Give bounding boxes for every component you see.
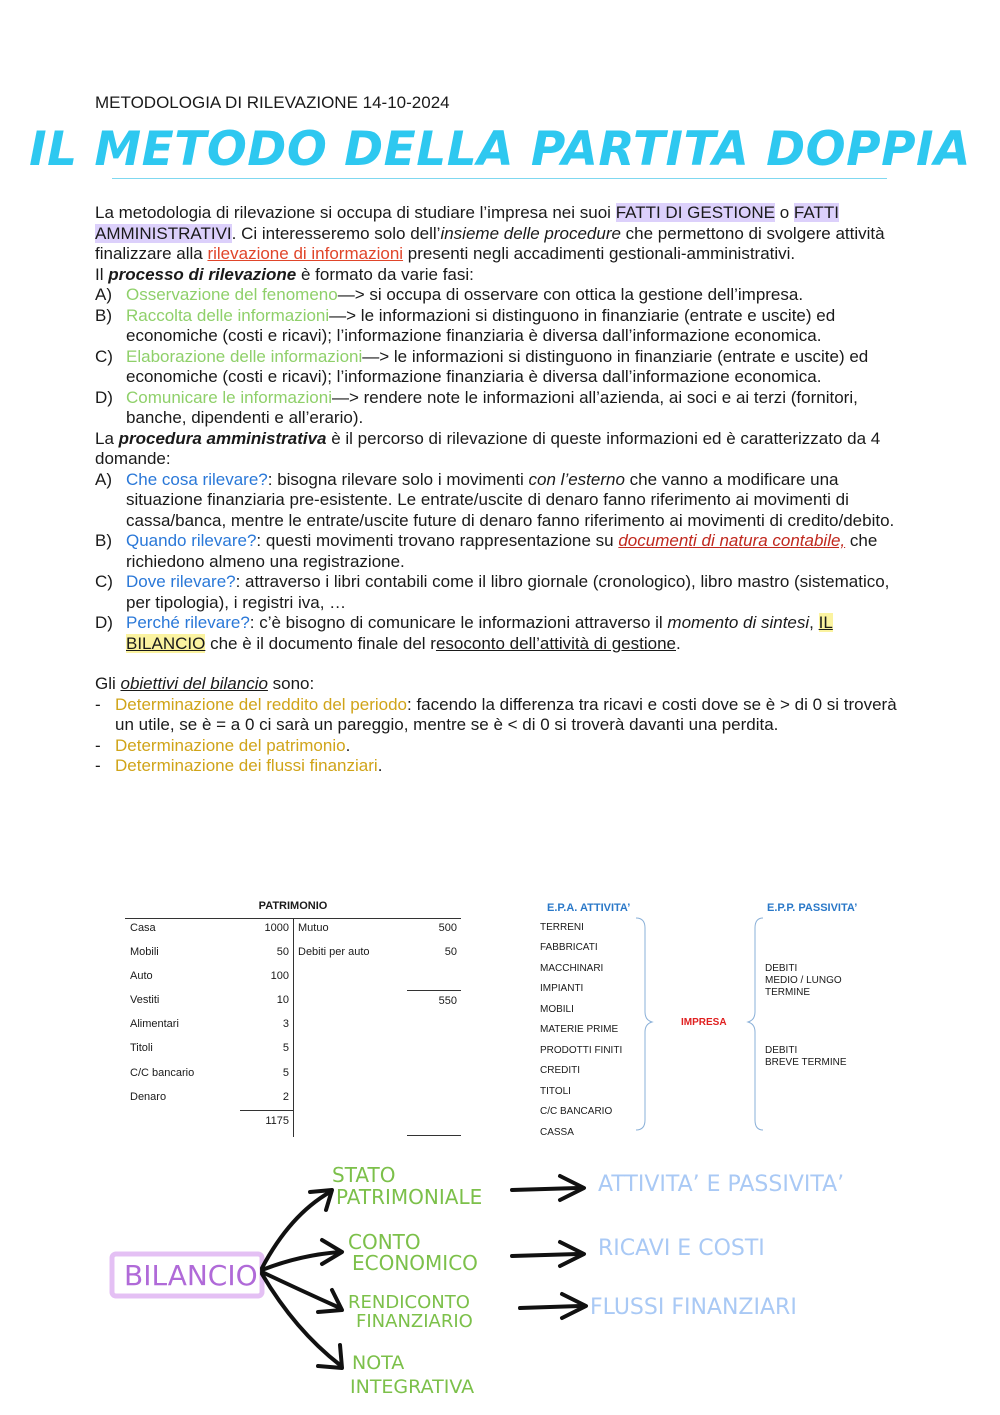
branch-rendiconto-line1: RENDICONTO: [348, 1292, 470, 1313]
text: .: [345, 735, 351, 755]
branch-conto-line1: CONTO: [348, 1230, 421, 1254]
branch-rendiconto-line2: FINANZIARIO: [356, 1311, 473, 1332]
attivo-name: Alimentari: [130, 1018, 179, 1030]
epa-item: CREDITI: [540, 1065, 580, 1076]
text: : c’è bisogno di comunicare le informazioni attraverso il: [249, 613, 668, 632]
attivo-name: Casa: [130, 922, 156, 934]
text-underlined: esoconto dell’attività di gestione: [435, 633, 676, 653]
text: che richiedono almeno una registrazione.: [126, 531, 878, 571]
list-marker: A): [95, 285, 112, 304]
obiettivo-label: Determinazione dei flussi finanziari: [115, 756, 378, 775]
fase-text: —> le informazioni si distinguono in finanziarie (entrate e uscite) ed economiche (costi e ricavi); l’informazione finanziaria è diversa dall’informazione economica.: [126, 346, 869, 386]
epa-item: MOBILI: [540, 1004, 574, 1015]
list-marker: -: [95, 735, 101, 755]
text: La metodologia di rilevazione si occupa di studiare l’impresa nei suoi: [95, 203, 616, 222]
bilancio-label: BILANCIO: [124, 1259, 258, 1292]
epa-item: FABBRICATI: [540, 942, 598, 953]
fase-text: —> le informazioni si distinguono in finanziarie (entrate e uscite) ed economiche (costi e ricavi); l’informazione finanziaria è diversa dall’informazione economica.: [126, 305, 836, 345]
attivo-value: 1000: [264, 922, 289, 934]
text: o: [775, 203, 794, 222]
passivo-value: 500: [438, 922, 457, 934]
text: : facendo la differenza tra ricavi e costi dove se è > di 0 si troverà un utile, se è = a 0 ci sarà un pareggio, mentre se è < di 0 si troverà davanti una perdita.: [115, 694, 897, 734]
epa-item: TITOLI: [540, 1086, 571, 1097]
fase-label: Osservazione del fenomeno: [126, 285, 338, 304]
text: .: [377, 756, 383, 775]
text-italic: con l’esterno: [528, 469, 625, 489]
passivo-value: 50: [444, 946, 457, 958]
impresa-label: IMPRESA: [681, 1017, 727, 1028]
attivo-total: 1175: [265, 1115, 289, 1127]
result-flussi-finanziari: FLUSSI FINANZIARI: [590, 1295, 797, 1320]
epa-item: MACCHINARI: [540, 963, 604, 974]
epp-item: TERMINE: [765, 987, 810, 998]
text: presenti negli accadimenti gestionali-amministrativi.: [403, 244, 796, 263]
passivo-name: Mutuo: [298, 922, 329, 934]
text-italic: insieme delle procedure: [440, 223, 621, 243]
attivo-value: 5: [282, 1042, 289, 1054]
text: sono:: [267, 674, 315, 693]
domanda-label: Che cosa rilevare?: [126, 469, 268, 489]
epa-item: IMPIANTI: [540, 983, 584, 994]
text: è il percorso di rilevazione di queste informazioni ed è caratterizzato da 4 domande:: [95, 428, 881, 468]
list-marker: D): [95, 387, 113, 407]
obiettivi-term: obiettivi del bilancio: [120, 674, 268, 693]
attivo-value: 10: [276, 994, 289, 1006]
obiettivo-label: Determinazione del reddito del periodo: [115, 694, 408, 714]
obiettivo-label: Determinazione del patrimonio: [115, 735, 346, 755]
text: che è il documento finale del r: [205, 633, 436, 653]
attivo-name: Auto: [130, 970, 153, 982]
text: Il: [95, 264, 109, 284]
epp-item: DEBITI: [765, 963, 798, 974]
epa-item: CASSA: [540, 1127, 574, 1138]
fase-label: Elaborazione delle informazioni: [126, 346, 363, 366]
text-italic: momento di sintesi: [667, 613, 810, 632]
patrimonio-title: PATRIMONIO: [258, 900, 328, 912]
text: ,: [809, 613, 819, 632]
domanda-label: Dove rilevare?: [126, 572, 236, 591]
fase-text: —> si occupa di osservare con ottica la gestione dell’impresa.: [337, 285, 804, 304]
attivo-name: C/C bancario: [130, 1067, 195, 1079]
branch-stato-line2: PATRIMONIALE: [336, 1185, 483, 1209]
epp-item: DEBITI: [765, 1045, 798, 1056]
branch-nota-line2: INTEGRATIVA: [350, 1376, 475, 1398]
list-marker: D): [95, 613, 113, 632]
result-attivita-passivita: ATTIVITA’ E PASSIVITA’: [598, 1172, 845, 1197]
fase-label: Raccolta delle informazioni: [126, 305, 330, 325]
text: .: [676, 633, 681, 653]
domanda-label: Perché rilevare?: [126, 613, 250, 632]
list-marker: C): [95, 572, 113, 591]
epa-item: TERRENI: [540, 922, 584, 933]
highlight-fatti-amministrativi: FATTI AMMINISTRATIVI: [95, 203, 839, 243]
fase-label: Comunicare le informazioni: [126, 387, 332, 407]
documenti-natura-contabile-text: documenti di natura contabile,: [618, 531, 846, 550]
passivo-total: 550: [438, 995, 457, 1007]
list-marker: C): [95, 346, 113, 366]
fase-text: —> rendere note le informazioni all’azienda, ai soci e ai terzi (fornitori, banche, dipendenti e all’erario).: [126, 387, 858, 427]
rilevazione-informazioni-text: rilevazione di informazioni: [207, 244, 404, 263]
branch-nota-line1: NOTA: [352, 1352, 405, 1374]
attivo-value: 3: [282, 1018, 289, 1030]
text: : attraverso i libri contabili come il libro giornale (cronologico), libro mastro (sistematico, per tipologia), i registri iva, …: [126, 572, 890, 612]
epp-title: E.P.P. PASSIVITA’: [767, 902, 858, 914]
list-marker: B): [95, 531, 112, 550]
epa-item: MATERIE PRIME: [540, 1024, 619, 1035]
attivo-value: 5: [282, 1067, 289, 1079]
processo-term: processo di rilevazione: [108, 264, 297, 284]
list-marker: A): [95, 469, 112, 489]
list-marker: -: [95, 694, 101, 714]
attivo-name: Titoli: [130, 1042, 153, 1054]
epa-title: E.P.A. ATTIVITA’: [547, 902, 631, 914]
attivo-value: 2: [282, 1091, 289, 1103]
highlight-fatti-gestione: FATTI DI GESTIONE: [615, 203, 775, 222]
text: La: [95, 428, 119, 448]
branch-stato-line1: STATO: [332, 1163, 396, 1187]
epa-item: PRODOTTI FINITI: [540, 1045, 623, 1056]
attivo-value: 100: [270, 970, 289, 982]
result-ricavi-costi: RICAVI E COSTI: [598, 1236, 765, 1261]
epa-item: C/C BANCARIO: [540, 1106, 613, 1117]
domanda-label: Quando rilevare?: [126, 531, 257, 550]
text: Gli: [95, 674, 121, 693]
attivo-name: Mobili: [130, 946, 159, 958]
procedura-term: procedura amministrativa: [118, 428, 327, 448]
attivo-name: Vestiti: [130, 994, 160, 1006]
branch-conto-line2: ECONOMICO: [352, 1251, 478, 1275]
list-marker: B): [95, 305, 112, 325]
text: . Ci interesseremo solo dell’: [231, 223, 441, 243]
epp-item: MEDIO / LUNGO: [765, 975, 842, 986]
epp-item: BREVE TERMINE: [765, 1057, 847, 1068]
attivo-name: Denaro: [130, 1091, 167, 1103]
passivo-name: Debiti per auto: [298, 946, 370, 958]
doc-header: METODOLOGIA DI RILEVAZIONE 14-10-2024: [95, 93, 450, 112]
text: che vanno a modificare una situazione finanziaria pre-esistente. Le entrate/uscite di denaro fanno riferimento ai movimenti di cassa/banca, mentre le entrate/uscite future di denaro fanno riferimento ai movimenti di credito/debito.: [126, 469, 895, 530]
text: : bisogna rilevare solo i movimenti: [267, 469, 529, 489]
main-title: IL METODO DELLA PARTITA DOPPIA: [29, 122, 971, 177]
attivo-value: 50: [276, 946, 289, 958]
text: che permettono di svolgere attività finalizzare alla: [95, 223, 885, 263]
text: è formato da varie fasi:: [296, 264, 474, 284]
list-marker: -: [95, 756, 101, 775]
highlight-il-bilancio: IL BILANCIO: [126, 613, 833, 653]
text: : questi movimenti trovano rappresentazione su: [256, 531, 619, 550]
